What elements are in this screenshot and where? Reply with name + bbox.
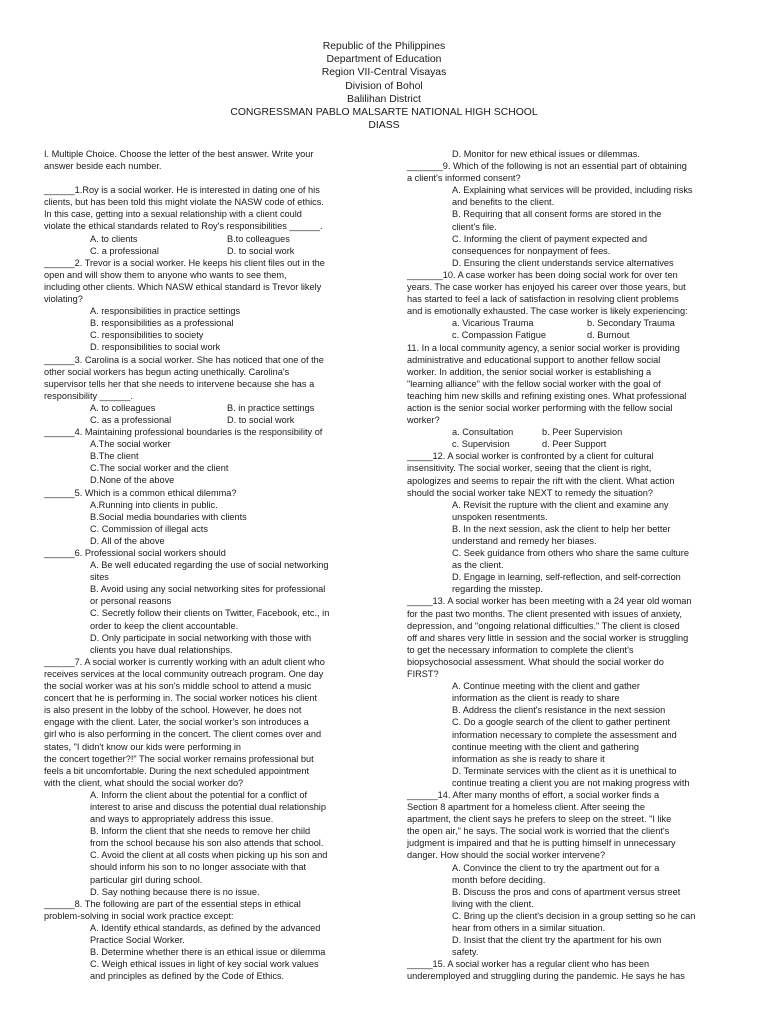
question-stem-line: the social worker was at his son's middle school to attend a music — [44, 681, 312, 692]
option-line: D. Only participate in social networking with those with — [90, 632, 312, 643]
option-line: A. Convince the client to try the apartment out for a — [452, 862, 660, 873]
option-line: regarding the misstep. — [452, 584, 543, 595]
option-line: clients you have dual relationships. — [90, 644, 233, 655]
question-stem-line: FIRST? — [407, 669, 439, 680]
option-line: A. Inform the client about the potential for a conflict of — [90, 789, 308, 800]
option-line: C. Informing the client of payment expected and — [452, 233, 648, 244]
question-stem-line: action is the senior social worker performing with the fellow social — [407, 402, 673, 413]
option-b: B.to colleagues — [227, 233, 290, 244]
question-stem-line: insensitivity. The social worker, seeing that the client is right, — [407, 463, 652, 474]
question-stem-line: In this case, getting into a sexual relationship with a client could — [44, 209, 302, 220]
question-stem-line: for the past two months. The client presented with issues of anxiety, — [407, 608, 682, 619]
question-stem-line: is also present in the lobby of the school. However, he does not — [44, 705, 302, 716]
question-stem-line: ______7. A social worker is currently working with an adult client who — [44, 656, 325, 667]
option-line: Practice Social Worker. — [90, 935, 185, 945]
question-stem-line: ______6. Professional social workers should — [44, 548, 226, 558]
header-republic: Republic of the Philippines — [322, 41, 446, 52]
options-row — [407, 426, 727, 438]
question-14 — [407, 789, 727, 958]
question-stem-line: girl who is also performing in the concert. The client comes over and — [44, 729, 322, 740]
question-11 — [407, 342, 727, 451]
question-stem-line: feels a bit uncomfortable. During the next scheduled appointment — [44, 765, 310, 776]
option-line: B. Inform the client that she needs to remove her child — [90, 826, 311, 837]
option-d: d. Burnout — [587, 330, 630, 341]
option-b: B. in practice settings — [227, 402, 315, 413]
option-line: as the client. — [452, 560, 504, 571]
header-subject: DIASS — [368, 120, 400, 132]
question-stem-line: years. The case worker has enjoyed his career over those years, but — [407, 282, 686, 293]
right-column — [407, 148, 727, 982]
question-stem-line: judgment is impaired and that he is putting himself in unnecessary — [407, 838, 676, 849]
question-stem-line: to get the necessary information to complete the client's — [407, 644, 634, 655]
question-9 — [407, 160, 727, 269]
option-line: sites — [90, 572, 109, 583]
option-c: C. responsibilities to society — [90, 330, 204, 341]
option-line: and ways to appropriately address this issue. — [90, 814, 274, 825]
question-stem-line: _____15. A social worker has a regular client who has been — [407, 959, 650, 970]
question-7 — [44, 656, 366, 898]
option-line: particular girl during school. — [90, 874, 203, 885]
option-line: order to keep the client accountable. — [90, 620, 239, 631]
option-b: b. Peer Supervision — [542, 427, 623, 438]
question-stem-line: violating? — [44, 294, 83, 305]
options-row — [44, 245, 366, 257]
option-line: D. Terminate services with the client as it is unethical to — [452, 765, 677, 776]
question-stem-line: ______2. Trevor is a social worker. He keeps his client files out in the — [44, 257, 325, 268]
options-row — [407, 329, 727, 341]
option-line: C. Do a google search of the client to gather pertinent — [452, 717, 671, 728]
option-line: continue meeting with the client and gathering — [452, 741, 639, 752]
question-stem-line: engage with the client. Later, the social worker's son introduces a — [44, 717, 309, 728]
option-line: C. Avoid the client at all costs when picking up his son and — [90, 850, 328, 861]
option-line: or personal reasons — [90, 596, 172, 607]
option-line: D. Say nothing because there is no issue. — [90, 886, 260, 897]
question-stem-line: other social workers has begun acting unethically. Carolina's — [44, 366, 290, 377]
question-8 — [44, 898, 366, 983]
options-row — [407, 317, 727, 329]
option-line: unspoken resentments. — [452, 511, 548, 522]
question-stem-line: teaching him new skills and refining existing ones. What professional — [407, 390, 687, 401]
question-stem-line: ______8. The following are part of the essential steps in ethical — [44, 898, 301, 909]
question-10 — [407, 269, 727, 342]
question-stem-line: supervisor tells her that she needs to intervene because she has a — [44, 378, 315, 389]
question-stem-line: receives services at the local community outreach program. One day — [44, 668, 324, 679]
option-line: safety. — [452, 947, 479, 958]
question-stem-line: _______10. A case worker has been doing social work for over ten — [407, 269, 678, 280]
options-row — [407, 438, 727, 450]
question-1 — [44, 184, 366, 257]
option-a: A.The social worker — [90, 439, 171, 450]
question-stem-line: _____12. A social worker is confronted by a client for cultural — [407, 451, 654, 462]
option-c: c. Compassion Fatigue — [452, 330, 546, 341]
question-stem-line: with the client, what should the social worker do? — [44, 777, 244, 788]
question-stem-line: apologizes and seems to repair the rift with the client. What action — [407, 475, 675, 486]
question-stem-line: states, "I didn't know our kids were performing in — [44, 741, 242, 752]
option-line: A. Identify ethical standards, as defined by the advanced — [90, 922, 321, 933]
option-line: month before deciding. — [452, 874, 546, 885]
document-header — [0, 40, 768, 132]
option-c: c. Supervision — [452, 439, 510, 450]
header-district: Balilihan District — [347, 93, 421, 105]
option-d: D. All of the above — [90, 535, 165, 546]
header-division: Division of Bohol — [345, 80, 423, 92]
question-stem-line: clients, but has been told this might violate the NASW code of ethics. — [44, 197, 324, 208]
question-stem-line: should the social worker take NEXT to remedy the situation? — [407, 487, 653, 498]
option-line: hear from others in a similar situation. — [452, 923, 606, 933]
question-4 — [44, 426, 366, 486]
question-stem-line: ______1.Roy is a social worker. He is interested in dating one of his — [44, 185, 320, 196]
option-line: C. Weigh ethical issues in light of key social work values — [90, 959, 319, 970]
option-line: A. Explaining what services will be provided, including risks — [452, 185, 693, 196]
question-stem-line: has started to feel a lack of satisfaction in resolving client problems — [407, 294, 679, 305]
option-line: A. Continue meeting with the client and gather — [452, 681, 640, 692]
question-stem-line: _____13. A social worker has been meeting with a 24 year old woman — [407, 596, 692, 607]
question-stem-line: a client's informed consent? — [407, 173, 521, 184]
option-line: B. In the next session, ask the client to help her better — [452, 523, 671, 534]
options-row — [44, 402, 366, 414]
question-12 — [407, 450, 727, 595]
option-b: b. Secondary Trauma — [587, 318, 675, 329]
option-a: a. Vicarious Trauma — [452, 318, 534, 329]
option-line: from the school because his son also attends that school. — [90, 838, 324, 849]
option-line: information as the client is ready to share — [452, 693, 620, 704]
option-line: D. Engage in learning, self-reflection, and self-correction — [452, 572, 681, 583]
question-stem-line: the concert together?!" The social worker remains professional but — [44, 753, 314, 764]
option-line: C. Secretly follow their clients on Twitter, Facebook, etc., in — [90, 608, 330, 619]
options-row — [44, 233, 366, 245]
option-a: A.Running into clients in public. — [90, 499, 218, 510]
option-line: information necessary to complete the assessment and — [452, 729, 677, 740]
question-stem-line: 11. In a local community agency, a senior social worker is providing — [407, 342, 680, 353]
option-line: B. Address the client's resistance in the next session — [452, 705, 666, 716]
option-b: B.Social media boundaries with clients — [90, 511, 247, 522]
question-stem-line: worker. In addition, the senior social worker is establishing a — [407, 366, 652, 377]
header-school: CONGRESSMAN PABLO MALSARTE NATIONAL HIGH SCHOOL — [230, 107, 538, 119]
question-13 — [407, 595, 727, 789]
option-c: C.The social worker and the client — [90, 463, 229, 474]
option-line: D. Ensuring the client understands service alternatives — [452, 257, 674, 268]
option-d: d. Peer Support — [542, 439, 607, 450]
question-stem-line: underemployed and struggling during the pandemic. He says he has — [407, 971, 685, 982]
question-stem-line: ______14. After many months of effort, a social worker finds a — [407, 789, 660, 800]
option-line: B. Determine whether there is an ethical issue or dilemma — [90, 947, 326, 958]
question-6 — [44, 547, 366, 656]
option-a: A. responsibilities in practice settings — [90, 306, 241, 317]
option-d: D. to social work — [227, 414, 295, 425]
option-line: B. Avoid using any social networking sites for professional — [90, 584, 326, 595]
instructions-line: I. Multiple Choice. Choose the letter of the best answer. Write your — [44, 149, 314, 159]
option-b: B. responsibilities as a professional — [90, 318, 234, 329]
header-department: Department of Education — [326, 54, 442, 66]
option-c: C. Commission of illegal acts — [90, 523, 208, 534]
question-15 — [407, 958, 727, 982]
option-line: C. Seek guidance from others who share the same culture — [452, 548, 689, 559]
question-stem-line: violate the ethical standards related to Roy's responsibilities ______. — [44, 221, 323, 232]
question-stem-line: concert that he is performing in. The social worker notices his client — [44, 693, 318, 704]
option-line: D. Insist that the client try the apartment for his own — [452, 935, 662, 946]
option-line: B. Requiring that all consent forms are stored in the — [452, 209, 662, 220]
left-column — [44, 148, 366, 982]
option-line: understand and remedy her biases. — [452, 536, 597, 546]
options-row — [44, 414, 366, 426]
option-d: D. responsibilities to social work — [90, 342, 221, 353]
header-region: Region VII-Central Visayas — [321, 67, 447, 79]
option-line: interest to arise and discuss the potential dual relationship — [90, 801, 326, 812]
instructions-line: answer beside each number. — [44, 161, 162, 172]
question-stem-line: ______5. Which is a common ethical dilemma? — [44, 487, 237, 498]
option-line: and principles as defined by the Code of Ethics. — [90, 971, 285, 982]
question-stem-line: administrative and educational support to another fellow social — [407, 354, 661, 365]
option-line: living with the client. — [452, 898, 534, 909]
question-stem-line: problem-solving in social work practice except: — [44, 910, 234, 921]
option-d: D. to social work — [227, 245, 295, 256]
option-a: a. Consultation — [452, 427, 514, 438]
option-line: should inform his son to no longer associate with that — [90, 862, 307, 873]
option-a: A. to clients — [90, 233, 138, 244]
question-stem-line: danger. How should the social worker intervene? — [407, 850, 606, 861]
question-stem-line: "learning alliance" with the fellow social worker with the goal of — [407, 378, 661, 389]
question-stem-line: biopsychosocial assessment. What should the social worker do — [407, 656, 664, 667]
question-stem-line: ______3. Carolina is a social worker. She has noticed that one of the — [44, 354, 324, 365]
question-5 — [44, 487, 366, 547]
option-d: D.None of the above — [90, 475, 175, 486]
question-stem-line: ______4. Maintaining professional boundaries is the responsibility of — [44, 427, 323, 438]
question-3 — [44, 354, 366, 427]
option-line: A. Be well educated regarding the use of social networking — [90, 560, 329, 571]
option-line: information as she is ready to share it — [452, 753, 605, 764]
question-stem-line: including other clients. Which NASW ethical standard is Trevor likely — [44, 281, 322, 292]
question-stem-line: apartment, the client says he prefers to sleep on the street. "I like — [407, 814, 672, 825]
option-line: and benefits to the client. — [452, 197, 555, 208]
question-stem-line: _______9. Which of the following is not an essential part of obtaining — [407, 161, 687, 172]
question-stem-line: Section 8 apartment for a homeless client. After seeing the — [407, 802, 645, 813]
question-stem-line: depression, and "ongoing relational difficulties." The client is closed — [407, 620, 680, 631]
question-stem-line: off and shares very little in session and the social worker is struggling — [407, 632, 689, 643]
question-stem-line: open and will show them to anyone who wants to see them, — [44, 269, 287, 280]
option-c: C. a professional — [90, 245, 159, 256]
option-line: continue treating a client you are not making progress with — [452, 777, 690, 788]
question-2 — [44, 257, 366, 354]
option-line: B. Discuss the pros and cons of apartment versus street — [452, 886, 681, 897]
option-line: D. Monitor for new ethical issues or dilemmas. — [452, 149, 640, 159]
question-stem-line: the open air," he says. The social work is worried that the client's — [407, 826, 670, 837]
question-stem-line: responsibility ______. — [44, 390, 133, 401]
question-stem-line: worker? — [407, 415, 440, 426]
option-line: consequences for nonpayment of fees. — [452, 245, 611, 256]
option-line: A. Revisit the rupture with the client and examine any — [452, 499, 669, 510]
option-c: C. as a professional — [90, 414, 172, 425]
question-stem-line: and is emotionally exhausted. The case worker is likely experiencing: — [407, 306, 688, 317]
option-line: client's file. — [452, 221, 497, 232]
option-line: C. Bring up the client's decision in a group setting so he can — [452, 910, 696, 921]
option-b: B.The client — [90, 451, 139, 462]
option-a: A. to colleagues — [90, 402, 156, 413]
